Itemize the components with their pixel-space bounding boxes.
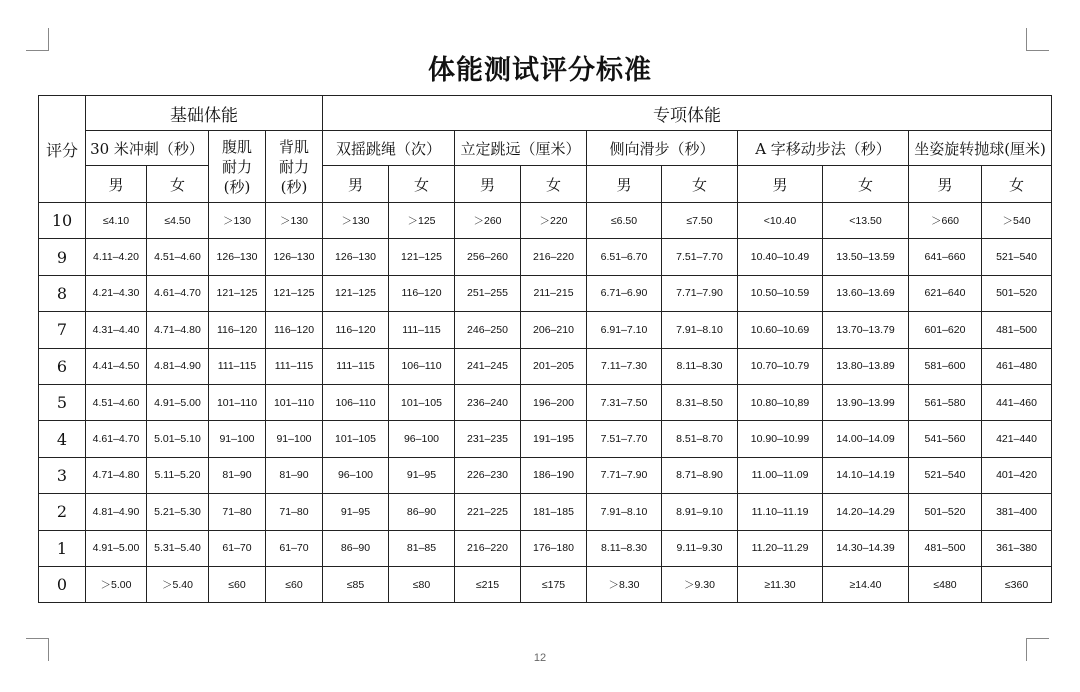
value-cell: ＞130 <box>266 203 323 239</box>
table-row <box>39 530 1052 566</box>
value-cell: 91–100 <box>266 421 323 457</box>
slide-male-header: 男 <box>587 166 662 203</box>
value-cell: 621–640 <box>909 275 982 311</box>
value-cell: 13.70–13.79 <box>823 312 909 348</box>
value-cell: 101–110 <box>209 384 266 420</box>
value-cell: 4.41–4.50 <box>86 348 147 384</box>
value-cell: 10.80–10,89 <box>738 384 823 420</box>
table-row <box>39 312 1052 348</box>
slide-female-header: 女 <box>662 166 738 203</box>
value-cell: 14.00–14.09 <box>823 421 909 457</box>
value-cell: 7.71–7.90 <box>587 457 662 493</box>
header-row-groups <box>39 96 1052 131</box>
value-cell: ＞220 <box>521 203 587 239</box>
value-cell: ≥11.30 <box>738 566 823 602</box>
value-cell: 216–220 <box>455 530 521 566</box>
value-cell: 101–105 <box>389 384 455 420</box>
value-cell: 11.00–11.09 <box>738 457 823 493</box>
astep-male-header: 男 <box>738 166 823 203</box>
value-cell: 4.91–5.00 <box>86 530 147 566</box>
value-cell: 246–250 <box>455 312 521 348</box>
throw-male-header: 男 <box>909 166 982 203</box>
value-cell: 71–80 <box>209 494 266 530</box>
value-cell: 4.31–4.40 <box>86 312 147 348</box>
value-cell: <10.40 <box>738 203 823 239</box>
value-cell: 9.11–9.30 <box>662 530 738 566</box>
abdominal-line-3: (秒) <box>223 177 251 196</box>
value-cell: 176–180 <box>521 530 587 566</box>
value-cell: 121–125 <box>266 275 323 311</box>
value-cell: 111–115 <box>389 312 455 348</box>
value-cell: 106–110 <box>389 348 455 384</box>
value-cell: 10.90–10.99 <box>738 421 823 457</box>
value-cell: ＞130 <box>209 203 266 239</box>
rope-female-header: 女 <box>389 166 455 203</box>
score-cell: 10 <box>39 203 86 239</box>
table-row <box>39 494 1052 530</box>
value-cell: 501–520 <box>909 494 982 530</box>
value-cell: 11.20–11.29 <box>738 530 823 566</box>
value-cell: ＞260 <box>455 203 521 239</box>
value-cell: 361–380 <box>982 530 1052 566</box>
value-cell: 8.11–8.30 <box>587 530 662 566</box>
value-cell: 14.20–14.29 <box>823 494 909 530</box>
value-cell: 4.71–4.80 <box>86 457 147 493</box>
score-cell: 9 <box>39 239 86 275</box>
value-cell: 201–205 <box>521 348 587 384</box>
value-cell: 81–90 <box>209 457 266 493</box>
scoring-table <box>38 95 1052 603</box>
value-cell: 91–95 <box>323 494 389 530</box>
value-cell: ≤175 <box>521 566 587 602</box>
value-cell: 521–540 <box>982 239 1052 275</box>
value-cell: 8.71–8.90 <box>662 457 738 493</box>
score-cell: 2 <box>39 494 86 530</box>
score-header: 评分 <box>39 96 86 203</box>
score-cell: 6 <box>39 348 86 384</box>
col-sprint-header: 30 米冲刺（秒） <box>86 131 209 166</box>
value-cell: ＞8.30 <box>587 566 662 602</box>
value-cell: ＞9.30 <box>662 566 738 602</box>
value-cell: 4.51–4.60 <box>86 384 147 420</box>
value-cell: 126–130 <box>209 239 266 275</box>
value-cell: 106–110 <box>323 384 389 420</box>
table-row <box>39 384 1052 420</box>
value-cell: ≤4.50 <box>147 203 209 239</box>
value-cell: 401–420 <box>982 457 1052 493</box>
value-cell: 4.61–4.70 <box>86 421 147 457</box>
value-cell: 211–215 <box>521 275 587 311</box>
value-cell: 111–115 <box>266 348 323 384</box>
value-cell: 481–500 <box>909 530 982 566</box>
value-cell: 116–120 <box>389 275 455 311</box>
value-cell: 561–580 <box>909 384 982 420</box>
score-cell: 1 <box>39 530 86 566</box>
col-rope-header: 双摇跳绳（次） <box>323 131 455 166</box>
value-cell: 601–620 <box>909 312 982 348</box>
value-cell: 4.81–4.90 <box>147 348 209 384</box>
value-cell: 111–115 <box>323 348 389 384</box>
value-cell: 5.21–5.30 <box>147 494 209 530</box>
value-cell: 4.11–4.20 <box>86 239 147 275</box>
value-cell: 126–130 <box>323 239 389 275</box>
table-row <box>39 239 1052 275</box>
value-cell: ≤60 <box>266 566 323 602</box>
value-cell: 441–460 <box>982 384 1052 420</box>
value-cell: ＞125 <box>389 203 455 239</box>
col-astep-header: A 字移动步法（秒） <box>738 131 909 166</box>
value-cell: ≤480 <box>909 566 982 602</box>
value-cell: 236–240 <box>455 384 521 420</box>
value-cell: 6.51–6.70 <box>587 239 662 275</box>
table-row <box>39 566 1052 602</box>
value-cell: 111–115 <box>209 348 266 384</box>
value-cell: 8.31–8.50 <box>662 384 738 420</box>
value-cell: 461–480 <box>982 348 1052 384</box>
value-cell: 96–100 <box>323 457 389 493</box>
value-cell: ≤6.50 <box>587 203 662 239</box>
value-cell: 86–90 <box>323 530 389 566</box>
value-cell: 91–95 <box>389 457 455 493</box>
value-cell: 641–660 <box>909 239 982 275</box>
value-cell: 61–70 <box>209 530 266 566</box>
value-cell: 8.91–9.10 <box>662 494 738 530</box>
abdominal-line-2: 耐力 <box>221 157 252 176</box>
value-cell: 521–540 <box>909 457 982 493</box>
header-row-gender <box>39 166 1052 203</box>
value-cell: 71–80 <box>266 494 323 530</box>
score-cell: 8 <box>39 275 86 311</box>
value-cell: 256–260 <box>455 239 521 275</box>
abdominal-line-1: 腹肌 <box>221 137 252 156</box>
value-cell: ≤360 <box>982 566 1052 602</box>
crop-mark-top-right <box>1026 28 1049 51</box>
value-cell: 116–120 <box>266 312 323 348</box>
rope-male-header: 男 <box>323 166 389 203</box>
value-cell: ≥14.40 <box>823 566 909 602</box>
value-cell: 13.50–13.59 <box>823 239 909 275</box>
value-cell: 10.60–10.69 <box>738 312 823 348</box>
back-line-1: 背肌 <box>278 137 309 156</box>
jump-female-header: 女 <box>521 166 587 203</box>
value-cell: 10.70–10.79 <box>738 348 823 384</box>
value-cell: ≤85 <box>323 566 389 602</box>
value-cell: 4.81–4.90 <box>86 494 147 530</box>
crop-mark-top-left <box>26 28 49 51</box>
value-cell: 4.71–4.80 <box>147 312 209 348</box>
value-cell: 221–225 <box>455 494 521 530</box>
header-row-items <box>39 131 1052 166</box>
table-row <box>39 348 1052 384</box>
value-cell: 13.90–13.99 <box>823 384 909 420</box>
value-cell: 81–90 <box>266 457 323 493</box>
value-cell: 7.11–7.30 <box>587 348 662 384</box>
value-cell: 206–210 <box>521 312 587 348</box>
value-cell: 121–125 <box>323 275 389 311</box>
value-cell: 126–130 <box>266 239 323 275</box>
value-cell: 101–105 <box>323 421 389 457</box>
value-cell: 5.11–5.20 <box>147 457 209 493</box>
score-cell: 5 <box>39 384 86 420</box>
value-cell: 8.51–8.70 <box>662 421 738 457</box>
value-cell: 14.30–14.39 <box>823 530 909 566</box>
value-cell: 6.71–6.90 <box>587 275 662 311</box>
value-cell: 121–125 <box>389 239 455 275</box>
col-back-header <box>266 131 323 203</box>
value-cell: 4.61–4.70 <box>147 275 209 311</box>
value-cell: 116–120 <box>209 312 266 348</box>
table-row <box>39 421 1052 457</box>
value-cell: <13.50 <box>823 203 909 239</box>
table-row <box>39 275 1052 311</box>
value-cell: 7.91–8.10 <box>662 312 738 348</box>
page-title: 体能测试评分标准 <box>428 55 652 86</box>
value-cell: 5.31–5.40 <box>147 530 209 566</box>
value-cell: 13.60–13.69 <box>823 275 909 311</box>
value-cell: ≤60 <box>209 566 266 602</box>
throw-female-header: 女 <box>982 166 1052 203</box>
value-cell: 7.51–7.70 <box>587 421 662 457</box>
value-cell: 14.10–14.19 <box>823 457 909 493</box>
value-cell: 216–220 <box>521 239 587 275</box>
value-cell: 241–245 <box>455 348 521 384</box>
group-basic-header: 基础体能 <box>86 96 323 131</box>
value-cell: ＞5.00 <box>86 566 147 602</box>
page-number: 12 <box>533 652 547 664</box>
value-cell: 10.40–10.49 <box>738 239 823 275</box>
col-abdominal-header <box>209 131 266 203</box>
value-cell: 96–100 <box>389 421 455 457</box>
value-cell: ＞540 <box>982 203 1052 239</box>
value-cell: 13.80–13.89 <box>823 348 909 384</box>
value-cell: 81–85 <box>389 530 455 566</box>
value-cell: 4.91–5.00 <box>147 384 209 420</box>
value-cell: 421–440 <box>982 421 1052 457</box>
value-cell: 7.31–7.50 <box>587 384 662 420</box>
value-cell: 4.51–4.60 <box>147 239 209 275</box>
value-cell: 86–90 <box>389 494 455 530</box>
value-cell: 10.50–10.59 <box>738 275 823 311</box>
value-cell: 481–500 <box>982 312 1052 348</box>
value-cell: 101–110 <box>266 384 323 420</box>
back-line-2: 耐力 <box>278 157 309 176</box>
value-cell: ≤4.10 <box>86 203 147 239</box>
value-cell: 7.51–7.70 <box>662 239 738 275</box>
value-cell: 8.11–8.30 <box>662 348 738 384</box>
value-cell: ≤215 <box>455 566 521 602</box>
value-cell: 7.91–8.10 <box>587 494 662 530</box>
value-cell: 251–255 <box>455 275 521 311</box>
value-cell: 7.71–7.90 <box>662 275 738 311</box>
score-cell: 7 <box>39 312 86 348</box>
value-cell: 61–70 <box>266 530 323 566</box>
jump-male-header: 男 <box>455 166 521 203</box>
back-line-3: (秒) <box>280 177 308 196</box>
value-cell: 581–600 <box>909 348 982 384</box>
col-slide-header: 侧向滑步（秒） <box>587 131 738 166</box>
sprint-male-header: 男 <box>86 166 147 203</box>
value-cell: 116–120 <box>323 312 389 348</box>
value-cell: ≤80 <box>389 566 455 602</box>
value-cell: 181–185 <box>521 494 587 530</box>
sprint-female-header: 女 <box>147 166 209 203</box>
score-cell: 4 <box>39 421 86 457</box>
col-throw-header: 坐姿旋转抛球(厘米) <box>909 131 1052 166</box>
value-cell: ≤7.50 <box>662 203 738 239</box>
value-cell: 196–200 <box>521 384 587 420</box>
table-row <box>39 203 1052 239</box>
col-jump-header: 立定跳远（厘米） <box>455 131 587 166</box>
table-row <box>39 457 1052 493</box>
value-cell: 541–560 <box>909 421 982 457</box>
value-cell: 11.10–11.19 <box>738 494 823 530</box>
value-cell: 91–100 <box>209 421 266 457</box>
value-cell: ＞660 <box>909 203 982 239</box>
value-cell: 186–190 <box>521 457 587 493</box>
score-cell: 3 <box>39 457 86 493</box>
value-cell: 501–520 <box>982 275 1052 311</box>
value-cell: 5.01–5.10 <box>147 421 209 457</box>
value-cell: ＞5.40 <box>147 566 209 602</box>
group-special-header: 专项体能 <box>323 96 1052 131</box>
value-cell: 121–125 <box>209 275 266 311</box>
value-cell: 381–400 <box>982 494 1052 530</box>
value-cell: ＞130 <box>323 203 389 239</box>
value-cell: 191–195 <box>521 421 587 457</box>
astep-female-header: 女 <box>823 166 909 203</box>
value-cell: 226–230 <box>455 457 521 493</box>
value-cell: 4.21–4.30 <box>86 275 147 311</box>
value-cell: 231–235 <box>455 421 521 457</box>
score-cell: 0 <box>39 566 86 602</box>
value-cell: 6.91–7.10 <box>587 312 662 348</box>
